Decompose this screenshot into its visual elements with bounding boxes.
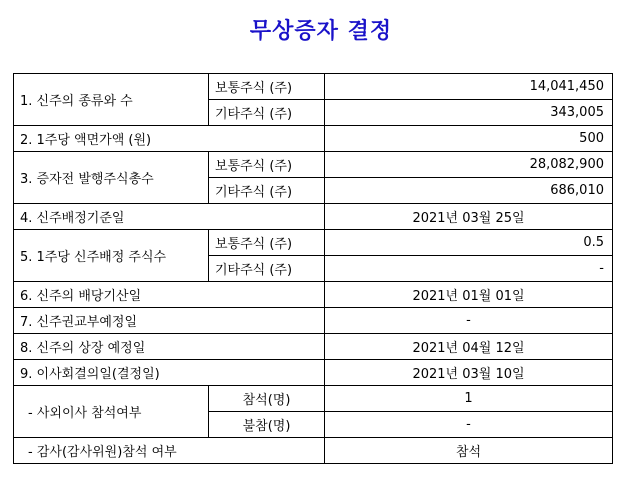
row-label: - 사외이사 참석여부 [14,386,209,438]
row-value: 28,082,900 [325,152,613,178]
row-sublabel: 보통주식 (주) [209,74,325,100]
row-label: 6. 신주의 배당기산일 [14,282,325,308]
row-value: 2021년 03월 25일 [325,204,613,230]
row-sublabel: 보통주식 (주) [209,152,325,178]
row-value: 참석 [325,438,613,464]
table-row [14,230,613,256]
row-label: 4. 신주배정기준일 [14,204,325,230]
row-value: 2021년 01월 01일 [325,282,613,308]
row-label: 8. 신주의 상장 예정일 [14,334,325,360]
table-row [14,334,613,360]
row-value: 2021년 04월 12일 [325,334,613,360]
row-value: 500 [325,126,613,152]
row-label: 9. 이사회결의일(결정일) [14,360,325,386]
table-row [14,126,613,152]
table-row [14,152,613,178]
row-value: 343,005 [325,100,613,126]
row-value: - [325,256,613,282]
row-sublabel: 기타주식 (주) [209,256,325,282]
row-label: 7. 신주권교부예정일 [14,308,325,334]
row-sublabel: 기타주식 (주) [209,178,325,204]
table-row [14,282,613,308]
disclosure-table [13,73,613,464]
table-row [14,360,613,386]
row-label: 5. 1주당 신주배정 주식수 [14,230,209,282]
table-row [14,74,613,100]
table-row [14,204,613,230]
row-label: 1. 신주의 종류와 수 [14,74,209,126]
row-value: - [325,412,613,438]
row-value: - [325,308,613,334]
row-value: 0.5 [325,230,613,256]
row-value: 14,041,450 [325,74,613,100]
row-value: 686,010 [325,178,613,204]
row-value: 1 [325,386,613,412]
row-label: 2. 1주당 액면가액 (원) [14,126,325,152]
row-sublabel: 참석(명) [209,386,325,412]
row-sublabel: 기타주식 (주) [209,100,325,126]
row-sublabel: 보통주식 (주) [209,230,325,256]
page-title: 무상증자 결정 [249,18,393,44]
row-label: 3. 증자전 발행주식총수 [14,152,209,204]
table-row [14,438,613,464]
row-label: - 감사(감사위원)참석 여부 [14,438,325,464]
table-row [14,386,613,412]
row-value: 2021년 03월 10일 [325,360,613,386]
row-sublabel: 불참(명) [209,412,325,438]
table-row [14,308,613,334]
